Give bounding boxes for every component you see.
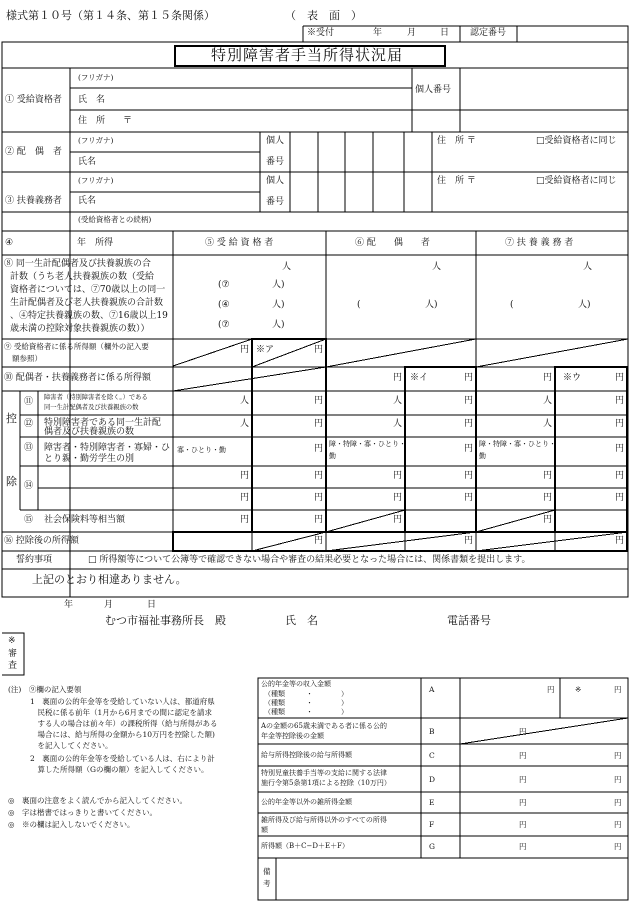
- row13-number: ⑬: [24, 443, 34, 453]
- date-day-label: 日: [147, 600, 157, 610]
- annual-income-header: 年 所得: [77, 238, 114, 248]
- bullet-2: ◎ 字は楷書ではっきりと書いてください。: [8, 808, 158, 817]
- e-yen-right: 円: [614, 798, 622, 807]
- form-number: 様式第１０号（第１４条、第１５条関係）: [6, 9, 215, 22]
- spouse-r14b-yen: 円: [393, 493, 403, 503]
- guardian-income-yen: 円: [543, 373, 553, 383]
- guardian-r15-yen: 円: [543, 515, 553, 525]
- guardian-r14b-yen-office: 円: [615, 493, 625, 503]
- recipient-specific-unit: 人): [272, 300, 285, 310]
- guardian-r13-options-2: 勤: [479, 452, 486, 460]
- dependents-count-label-2: 計数（うち老人扶養親族の数（受給: [10, 272, 155, 282]
- received-month: 月: [407, 28, 417, 38]
- recipient-income-label: ⑨ 受給資格者に係る所得額（欄外の記入要: [4, 342, 149, 351]
- spouse-my-number-label-top: 個人: [266, 136, 285, 146]
- row12-number: ⑫: [24, 419, 34, 429]
- recipient-r12-unit: 人: [240, 419, 250, 429]
- spouse-r15-yen: 円: [393, 515, 403, 525]
- dependents-count-label-3: 資格者については、⑦70歳以上の同一: [10, 285, 166, 295]
- guardian-r16-yen: 円: [615, 536, 625, 546]
- guardian-elderly-prefix: (: [510, 300, 514, 310]
- letter-a: A: [429, 685, 435, 694]
- dependents-count-label-5: 、④特定扶養親族の数、⑦16歳以上19: [10, 311, 168, 321]
- note-1-line-4: 場合には、給与所得の金額から10万円を控除した額): [30, 730, 215, 739]
- recipient-address-label: 住 所 〒: [78, 116, 133, 126]
- pension-deduction-label-1: Aの金額の65歳未満である者に係る公的: [261, 722, 387, 730]
- pension-type-1: （種類 ・ ）: [264, 690, 348, 698]
- guardian-r11-yen: 円: [615, 396, 625, 406]
- e-yen: 円: [519, 798, 527, 807]
- spouse-r14a-yen: 円: [393, 471, 403, 481]
- guardian-dependents-unit: 人: [583, 262, 593, 272]
- received-day: 日: [440, 28, 450, 38]
- social-insurance-label: 社会保険料等相当額: [44, 515, 126, 525]
- disabled-dependents-label-1: 障害者（特別障害者を除く。）である: [44, 394, 148, 401]
- f-yen-right: 円: [614, 820, 622, 829]
- pension-type-3: （種類 ・ ）: [264, 708, 348, 716]
- guardian-r11-unit: 人: [543, 396, 553, 406]
- spouse-r14a-yen-office: 円: [464, 471, 474, 481]
- review-label-2: 査: [8, 661, 18, 671]
- recipient-r14a-yen-office: 円: [314, 471, 324, 481]
- dependents-count-label-6: 歳未満の控除対象扶養親族の数））: [10, 324, 150, 334]
- letter-b: B: [429, 727, 435, 736]
- special-disabled-dependents-label-1: 特別障害者である同一生計配: [44, 418, 162, 428]
- declaration-text: 上記のとおり相違ありません。: [32, 573, 187, 586]
- deduction-label-top: 控: [6, 412, 17, 425]
- remarks-label-2: 考: [263, 879, 271, 888]
- guardian-address-label: 住 所 〒: [437, 176, 476, 186]
- letter-g: G: [429, 842, 435, 851]
- recipient-income-yen: 円: [240, 345, 250, 355]
- spouse-address-label: 住 所 〒: [437, 136, 476, 146]
- review-mark: ※: [8, 636, 16, 646]
- spouse-r16-yen: 円: [464, 536, 474, 546]
- guardian-r12-yen: 円: [615, 419, 625, 429]
- disability-status-label-1: 障害者・特別障害者・寡婦・ひ: [44, 443, 171, 453]
- spouse-elderly-prefix: (: [357, 300, 361, 310]
- b-yen: 円: [519, 727, 527, 736]
- spouse-r13-options-2: 勤: [329, 452, 336, 460]
- recipient-income-office-a: ※ア: [256, 345, 275, 355]
- guardian-relation-label: (受給資格者との続柄): [78, 215, 152, 224]
- spouse-label: ② 配 偶 者: [5, 147, 62, 157]
- guardian-income-office-u: ※ウ: [563, 373, 582, 383]
- guardian-column-header: ⑦ 扶 養 義 務 者: [505, 238, 574, 248]
- dependents-count-label-4: 生計配偶者及び老人扶養親族の合計数: [10, 298, 164, 308]
- recipient-dependents-unit: 人: [282, 262, 292, 272]
- applicant-name-label: 氏 名: [285, 614, 318, 627]
- total-income-label: 所得額（B＋C−D＋E＋F）: [261, 842, 349, 850]
- recipient-specific-prefix: (④: [218, 300, 230, 310]
- recipient-r14b-yen: 円: [240, 493, 250, 503]
- pension-deduction-label-2: 年金等控除後の金額: [261, 732, 324, 740]
- recipient-income-office-a-yen: 円: [314, 345, 324, 355]
- guardian-my-number-label-bottom: 番号: [266, 197, 285, 207]
- certification-number-label: 認定番号: [470, 28, 507, 38]
- date-month-label: 月: [104, 600, 114, 610]
- recipient-r14b-yen-office: 円: [314, 493, 324, 503]
- recipient-r13-options: 寡・ひとり・勤: [177, 446, 226, 454]
- guardian-same-as-recipient-checkbox[interactable]: □受給資格者に同じ: [536, 176, 617, 186]
- d-yen-right: 円: [614, 775, 622, 784]
- spouse-guardian-income-label: ⑩ 配偶者・扶養義務者に係る所得額: [4, 373, 151, 383]
- remarks-label-1: 備: [263, 867, 271, 876]
- recipient-my-number-field[interactable]: [460, 68, 628, 110]
- guardian-my-number-label-top: 個人: [266, 176, 285, 186]
- spouse-r11-unit: 人: [393, 396, 403, 406]
- letter-d: D: [429, 775, 436, 784]
- bullet-1: ◎ 裏面の注意をよく読んでから記入してください。: [8, 796, 188, 805]
- recipient-my-number-label: 個人番号: [415, 85, 452, 95]
- recipient-r12-yen: 円: [314, 419, 324, 429]
- other-income-label-2: 額: [261, 826, 268, 834]
- g-yen: 円: [519, 842, 527, 851]
- g-yen-right: 円: [614, 842, 622, 851]
- misc-income-label: 公的年金等以外の雑所得金額: [261, 798, 352, 806]
- recipient-r11-unit: 人: [240, 396, 250, 406]
- f-yen: 円: [519, 820, 527, 829]
- recipient-r14a-yen: 円: [240, 471, 250, 481]
- recipient-r15-yen-office: 円: [314, 515, 324, 525]
- row15-number: ⑮: [24, 515, 34, 525]
- spouse-income-yen: 円: [393, 373, 403, 383]
- spouse-r13-options-1: 障・特障・寡・ひとり・: [329, 440, 406, 448]
- a-yen: 円: [547, 685, 555, 694]
- recipient-r16-yen: 円: [314, 536, 324, 546]
- spouse-my-number-label-bottom: 番号: [266, 157, 285, 167]
- recipient-furigana-label: (フリガナ): [78, 73, 114, 82]
- salary-income-label: 給与所得控除後の給与所得額: [261, 751, 352, 759]
- pension-type-2: （種類 ・ ）: [264, 699, 348, 707]
- recipient-r11-yen: 円: [314, 396, 324, 406]
- disabled-dependents-label-2: 同一生計配偶者及び扶養親族の数: [44, 404, 139, 411]
- spouse-furigana-label: (フリガナ): [78, 136, 114, 145]
- c-yen-right: 円: [614, 751, 622, 760]
- letter-c: C: [429, 751, 435, 760]
- letter-f: F: [429, 820, 435, 829]
- guardian-elderly-unit: 人): [578, 300, 591, 310]
- spouse-r11-yen: 円: [464, 396, 474, 406]
- recipient-r13-yen: 円: [314, 444, 324, 454]
- recipient-label: ① 受給資格者: [5, 95, 62, 105]
- spouse-r12-unit: 人: [393, 419, 403, 429]
- a-office-yen: 円: [614, 685, 622, 694]
- recipient-column-header: ⑤ 受 給 資 格 者: [205, 238, 274, 248]
- disability-status-label-2: とり親・勤労学生の別: [44, 454, 135, 464]
- page-side-label: （ 表 面 ）: [285, 9, 362, 22]
- note-2-line-1: 2 裏面の公的年金等を受給している人は、右により計: [30, 754, 215, 763]
- special-deduction-label-1: 特別児童扶養手当等の支給に関する法律: [261, 769, 387, 777]
- guardian-r14a-yen: 円: [543, 471, 553, 481]
- recipient-income-label-2: 額参照）: [12, 354, 42, 363]
- guardian-label: ③ 扶養義務者: [5, 196, 62, 206]
- oath-consent-checkbox[interactable]: □ 所得額等について公簿等で確認できない場合や審査の結果必要となった場合には、関係書類を提出します。: [88, 555, 531, 565]
- a-office-mark: ※: [575, 685, 582, 694]
- spouse-name-label: 氏名: [78, 157, 97, 167]
- received-year: 年: [373, 28, 383, 38]
- guardian-r13-yen: 円: [615, 444, 625, 454]
- note-1-line-3: する人の場合は前々年）の課税所得（給与所得がある: [30, 719, 218, 728]
- spouse-r12-yen: 円: [464, 419, 474, 429]
- guardian-r12-unit: 人: [543, 419, 553, 429]
- spouse-income-office-i: ※イ: [410, 373, 429, 383]
- c-yen: 円: [519, 751, 527, 760]
- spouse-same-as-recipient-checkbox[interactable]: □受給資格者に同じ: [536, 136, 617, 146]
- row14-number: ⑭: [24, 481, 34, 491]
- review-label-1: 審: [8, 649, 18, 659]
- recipient-name-label: 氏 名: [78, 95, 106, 105]
- spouse-column-header: ⑥ 配 偶 者: [355, 238, 430, 248]
- notes-heading: (注) ⑨欄の記入要領: [8, 685, 82, 694]
- dependents-count-label-1: ⑧ 同一生計配偶者及び扶養親族の合: [4, 259, 151, 269]
- special-disabled-dependents-label-2: 偶者及び扶養親族の数: [44, 427, 135, 437]
- addressee: むつ市福祉事務所長 殿: [105, 614, 226, 627]
- recipient-elderly-prefix: (⑦: [218, 280, 230, 290]
- guardian-furigana-label: (フリガナ): [78, 176, 114, 185]
- date-year-label: 年: [64, 600, 74, 610]
- pension-income-label: 公的年金等の収入金額: [261, 680, 331, 688]
- note-1-line-2: 民税に係る前年（1月から6月までの間に認定を請求: [30, 708, 213, 717]
- note-2-line-2: 算した所得額（Gの欄の額）を記入してください。: [30, 765, 209, 774]
- spouse-r13-yen: 円: [464, 444, 474, 454]
- guardian-r13-options-1: 障・特障・寡・ひとり・: [479, 440, 556, 448]
- oath-label: 誓約事項: [16, 555, 53, 565]
- other-income-label-1: 雑所得及び給与所得以外のすべての所得: [261, 816, 387, 824]
- spouse-elderly-unit: 人): [425, 300, 438, 310]
- page-title: 特別障害者手当所得状況届: [211, 46, 404, 64]
- bullet-3: ◎ ※の欄は記入しないでください。: [8, 820, 135, 829]
- special-deduction-label-2: 施行令第5条第1項による控除（10万円）: [261, 779, 391, 787]
- guardian-name-label: 氏名: [78, 196, 97, 206]
- recipient-r15-yen: 円: [240, 515, 250, 525]
- guardian-r14b-yen: 円: [543, 493, 553, 503]
- recipient-elderly-unit: 人): [272, 280, 285, 290]
- deduction-label-bottom: 除: [6, 475, 17, 488]
- received-label: ※受付: [307, 28, 335, 38]
- d-yen: 円: [519, 775, 527, 784]
- spouse-income-office-i-yen: 円: [464, 373, 474, 383]
- phone-number-label: 電話番号: [447, 614, 491, 627]
- income-section-number: ④: [5, 238, 14, 248]
- note-1-line-5: を記入してください。: [30, 741, 113, 750]
- guardian-r14a-yen-office: 円: [615, 471, 625, 481]
- guardian-income-office-u-yen: 円: [615, 373, 625, 383]
- letter-e: E: [429, 798, 435, 807]
- recipient-youth-prefix: (⑦: [218, 320, 230, 330]
- row11-number: ⑪: [24, 397, 34, 407]
- note-1-line-1: 1 裏面の公的年金等を受給していない人は、都道府県: [30, 697, 215, 706]
- recipient-youth-unit: 人): [272, 320, 285, 330]
- post-deduction-income-label: ⑯ 控除後の所得額: [4, 536, 79, 546]
- spouse-dependents-unit: 人: [432, 262, 442, 272]
- spouse-r14b-yen-office: 円: [464, 493, 474, 503]
